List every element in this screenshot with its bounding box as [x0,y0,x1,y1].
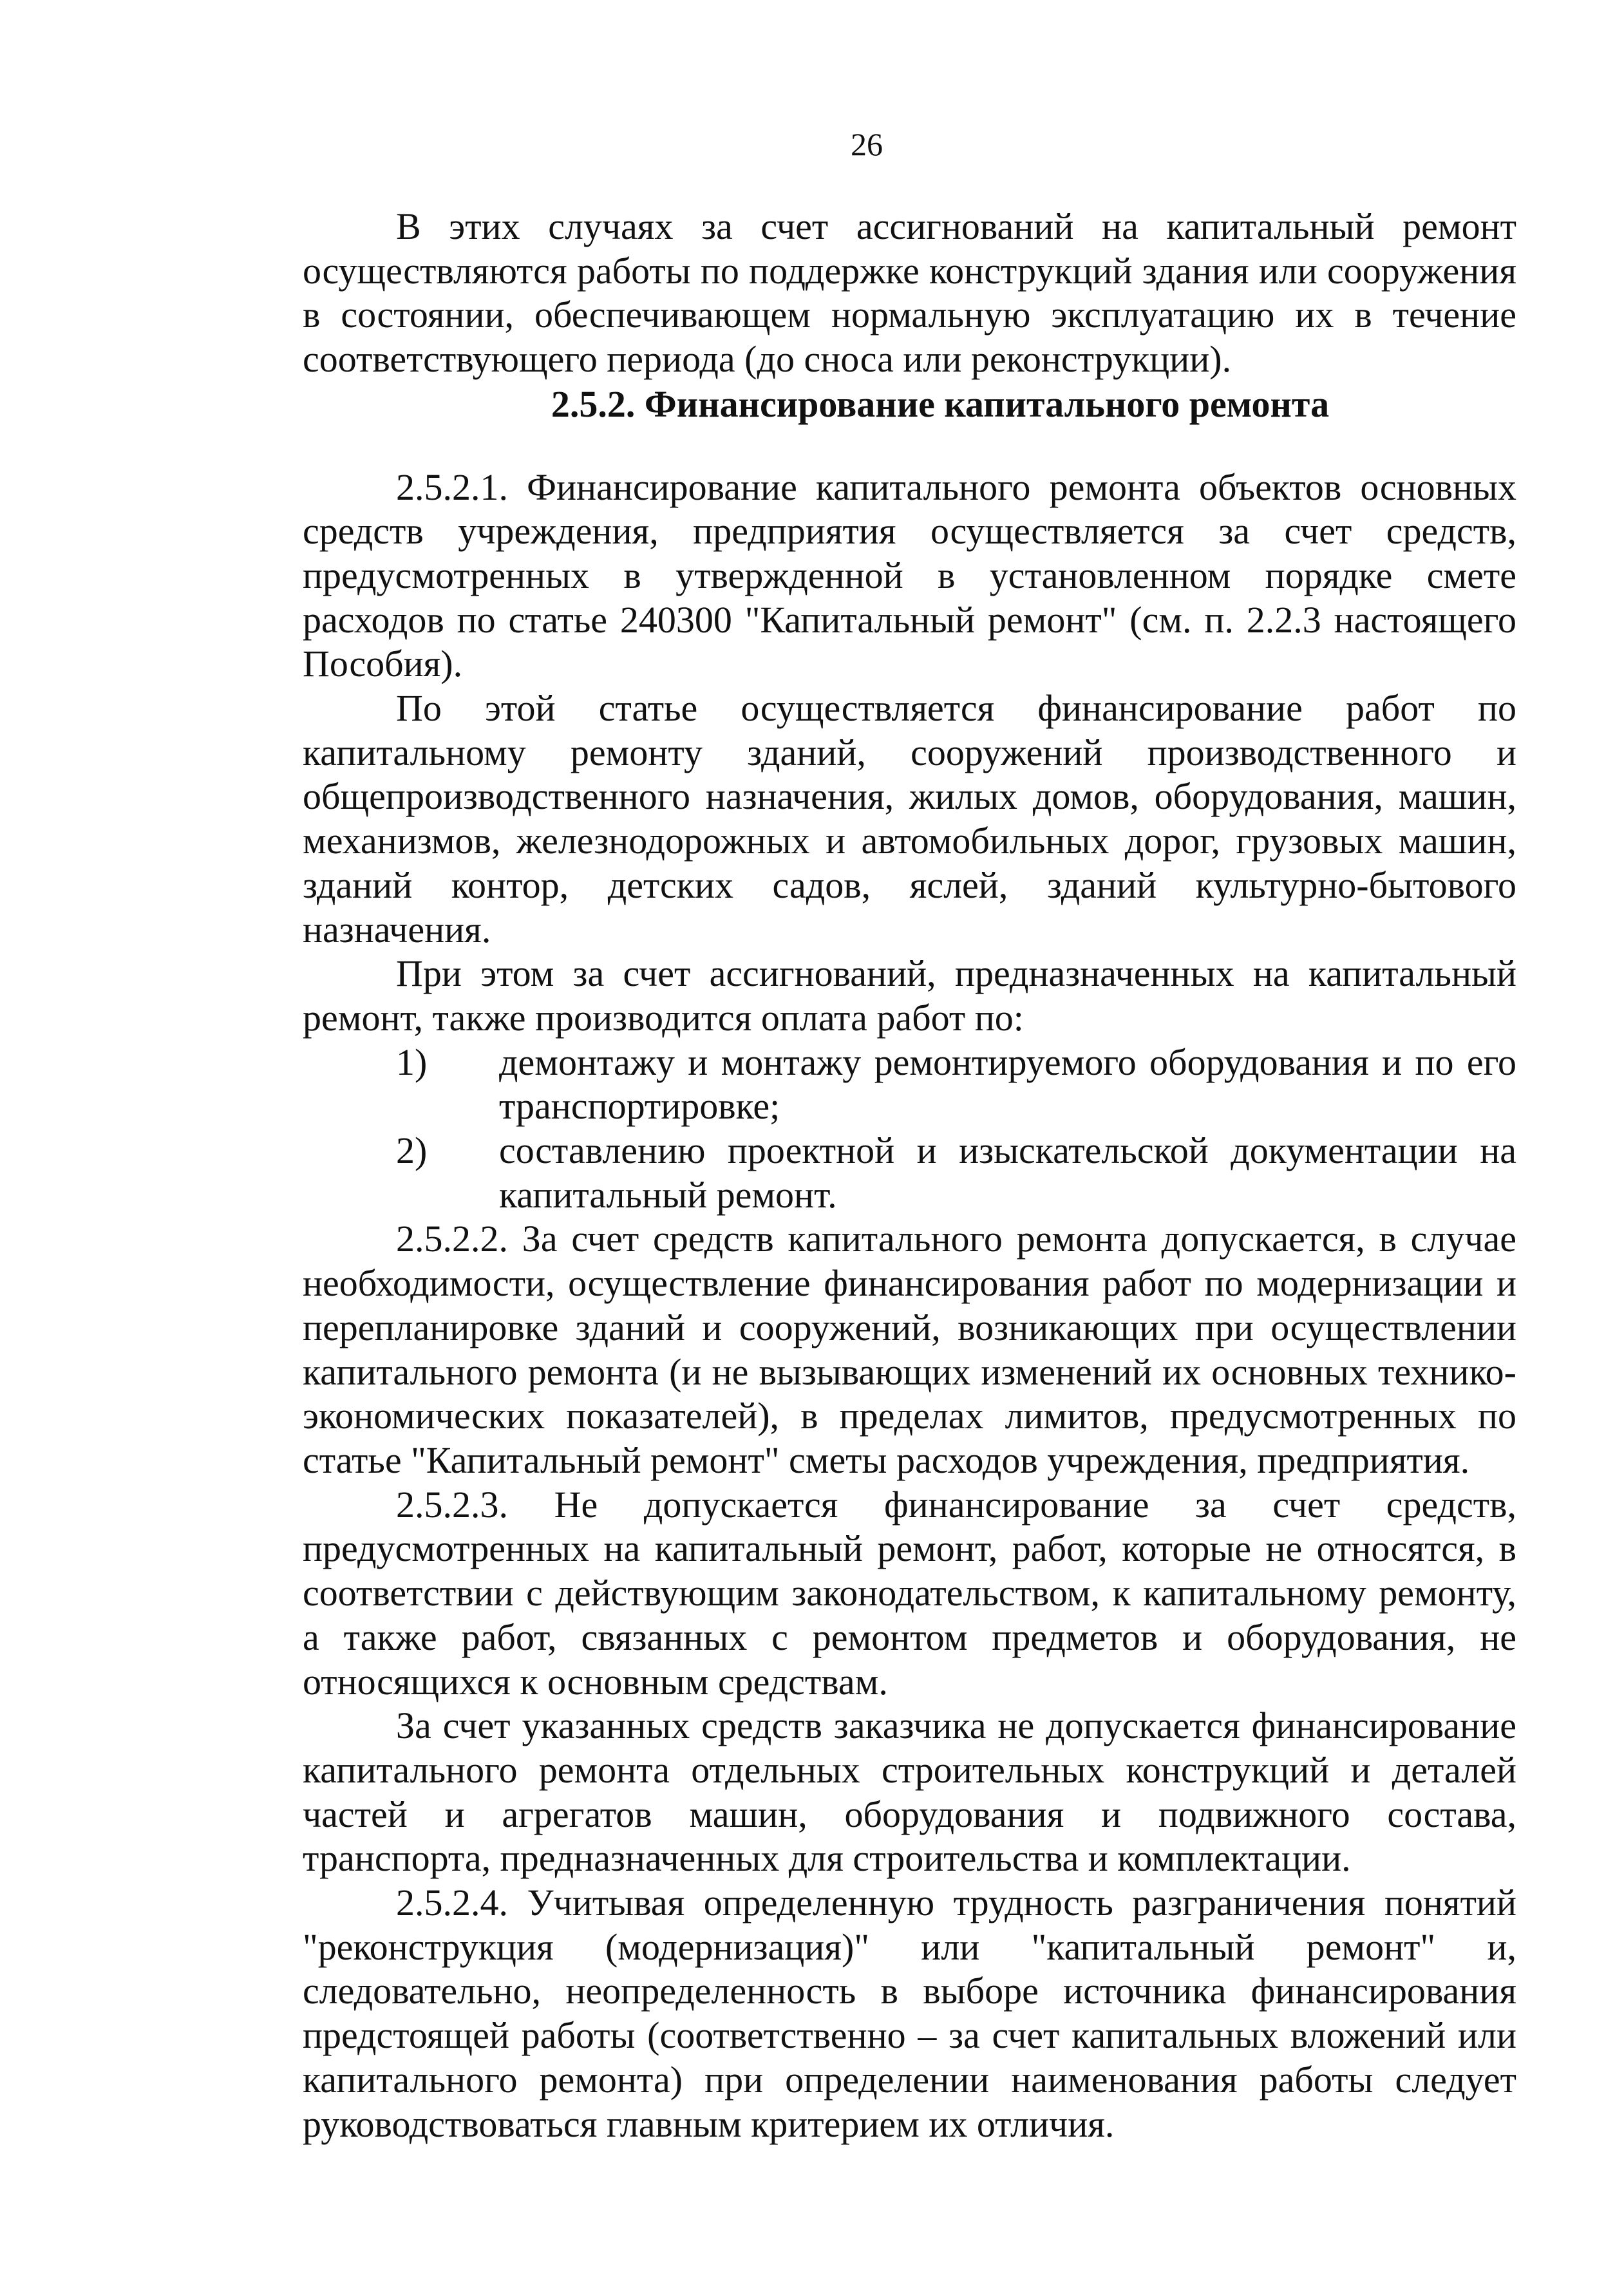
list-item-number: 2) [396,1129,428,1172]
paragraph-2-5-2-1: 2.5.2.1. Финансирование капитального ремонта объектов основных средств учреждения, предприятия осуществляется за счет средств, предусмотренных в утвержденной в установленном порядке смете расходов по статье 240300 "Капитальный ремонт" (см. п. 2.2.3 настоящего Пособия). [303,466,1516,685]
list-item-text: демонтажу и монтажу ремонтируемого оборудования и по его транспортировке; [499,1041,1516,1128]
page-number: 26 [851,126,883,162]
list-item-text: составлению проектной и изыскательской документации на капитальный ремонт. [499,1129,1516,1216]
paragraph-article-financing: По этой статье осуществляется финансирование работ по капитальному ремонту зданий, сооружений производственного и общепроизводственного назначения, жилых домов, оборудования, машин, механизмов, железнодорожных и автомобильных дорог, грузовых машин, зданий контор, детских садов, яслей, зданий культурно-бытового назначения. [303,687,1516,950]
paragraph-intro: В этих случаях за счет ассигнований на капитальный ремонт осуществляются работы по поддержке конструкций здания или сооружения в состоянии, обеспечивающем нормальную эксплуатацию их в течение соответствующего периода (до сноса или реконструкции). [303,205,1516,381]
paragraph-2-5-2-3: 2.5.2.3. Не допускается финансирование за счет средств, предусмотренных на капитальный ремонт, работ, которые не относятся, в соответствии с действующим законодательством, к капитальному ремонту, а также работ, связанных с ремонтом предметов и оборудования, не относящихся к основным средствам. [303,1483,1516,1703]
section-heading: 2.5.2. Финансирование капитального ремонта [551,383,1330,425]
paragraph-2-5-2-2: 2.5.2.2. За счет средств капитального ремонта допускается, в случае необходимости, осуществление финансирования работ по модернизации и перепланировке зданий и сооружений, возникающих при осуществлении капитального ремонта (и не вызывающих изменений их основных технико-экономических показателей), в пределах лимитов, предусмотренных по статье "Капитальный ремонт" сметы расходов учреждения, предприятия. [303,1218,1516,1481]
paragraph-customer-funds: За счет указанных средств заказчика не допускается финансирование капитального ремонта отдельных строительных конструкций и деталей частей и агрегатов машин, оборудования и подвижного состава, транспорта, предназначенных для строительства и комплектации. [303,1705,1516,1880]
list-item [303,1129,1516,1217]
page-content [303,205,1516,2146]
list-item [303,1041,1516,1129]
paragraph-2-5-2-4: 2.5.2.4. Учитывая определенную трудность разграничения понятий "реконструкция (модернизация)" или "капитальный ремонт" и, следовательно, неопределенность в выборе источника финансирования предстоящей работы (соответственно – за счет капитальных вложений или капитального ремонта) при определении наименования работы следует руководствоваться главным критерием их отличия. [303,1882,1516,2145]
paragraph-also-paid: При этом за счет ассигнований, предназначенных на капитальный ремонт, также производится оплата работ по: [303,952,1516,1039]
list-item-number: 1) [396,1041,428,1083]
